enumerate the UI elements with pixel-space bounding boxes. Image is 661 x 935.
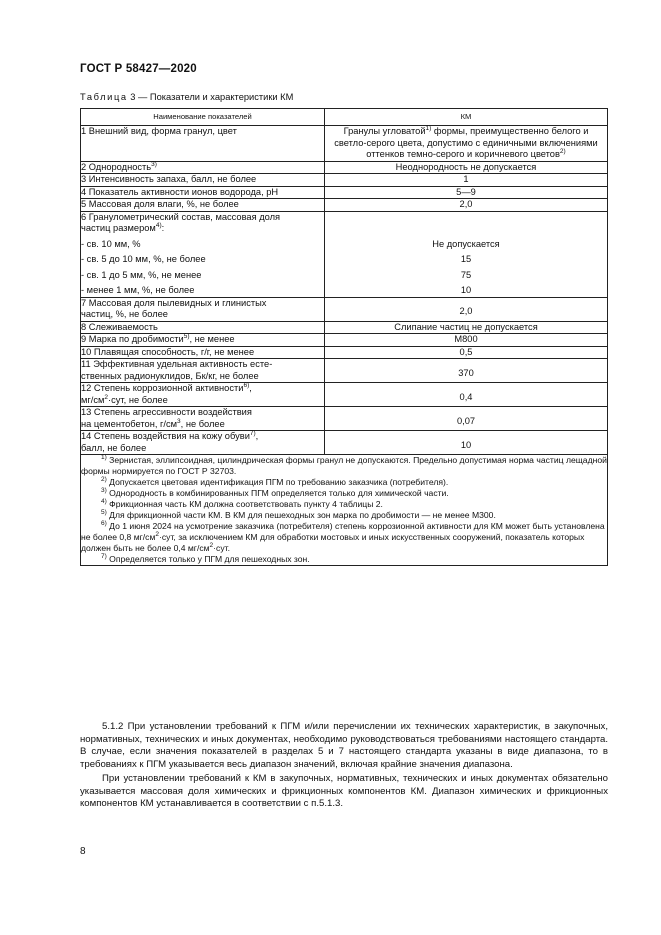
row-name: 7 Массовая доля пылевидных и глинистых частиц, %, не более <box>81 297 325 321</box>
table-row <box>81 346 608 359</box>
row-name: 6 Гранулометрический состав, массовая доля частиц размером$^{4)}$: - св. 10 мм, % - св. 5 до 10 мм, %, не более - св. 1 до 5 мм, %, не менее - менее 1 мм, %, не более <box>81 211 325 297</box>
table-caption <box>80 92 293 102</box>
row-value: М800 <box>325 334 608 347</box>
table-row <box>81 174 608 187</box>
subitem-value: 75 <box>460 269 472 280</box>
value-text: Гранулы угловатой <box>343 126 426 136</box>
table-footnotes <box>81 455 608 566</box>
row-value: 1 <box>325 174 608 187</box>
row-name: 1 Внешний вид, форма гранул, цвет <box>81 126 325 162</box>
row-value <box>325 126 608 162</box>
row-name: 2 Однородность$^{3)}$ <box>81 161 325 174</box>
column-header-km: КМ <box>325 109 608 126</box>
table-row <box>81 407 608 431</box>
table-row <box>81 186 608 199</box>
paragraph: При установлении требований к КМ в закупочных, нормативных, технических и иных документах обязательно указывается массовая доля химических и фрикционных компонентов КМ. Диапазон химических и фрикционных компонентов КМ устанавливается в соответствии с п.5.1.3. <box>80 773 608 809</box>
value-text: формы, преимущественно белого и <box>431 126 589 136</box>
row-name: 5 Массовая доля влаги, %, не более <box>81 199 325 212</box>
row-value: 370 <box>325 359 608 383</box>
footnote-ref: 3) <box>151 160 157 168</box>
row-name: 12 Степень коррозионной активности$^{6)}$, $мг/см^2\cdot сут$, не более <box>81 383 325 407</box>
row-name: 9 Марка по дробимости$^{5)}$, не менее <box>81 334 325 347</box>
row-value: 0,4 <box>325 383 608 407</box>
subitem: - менее 1 мм, %, не более <box>81 285 195 295</box>
document-header: ГОСТ Р 58427—2020 <box>80 63 197 75</box>
row-value: Неоднородность не допускается <box>325 161 608 174</box>
row-value <box>325 211 608 297</box>
column-header-name: Наименование показателей <box>81 109 325 126</box>
value-text: оттенков темно-серого и коричневого цветов <box>366 149 560 159</box>
footnote-ref: 1) <box>425 125 432 132</box>
table-row <box>81 334 608 347</box>
row-name: 8 Слеживаемость <box>81 321 325 334</box>
subitem-value: 10 <box>460 285 472 295</box>
value-text: светло-серого цвета, допустимо с единичными включениями <box>334 137 598 148</box>
table-row <box>81 383 608 407</box>
body-text <box>80 721 608 813</box>
table-row <box>81 359 608 383</box>
footnote-ref: 4) <box>155 222 162 229</box>
table-row <box>81 297 608 321</box>
footnote: $^{7)}$ Определяется только у ПГМ для пешеходных зон. <box>101 553 310 564</box>
footnote: $^{2)}$ Допускается цветовая идентификация ПГМ по требованию заказчика (потребителя). <box>101 476 449 487</box>
row-name: 14 Степень воздействия на кожу обуви$^{7)}$, балл, не более <box>81 431 325 455</box>
indicators-table <box>80 108 608 566</box>
row-name: 4 Показатель активности ионов водорода, pH <box>81 186 325 199</box>
footnote: $^{3)}$ Однородность в комбинированных ПГМ определяется только для химической части. <box>101 487 449 498</box>
subitem: - св. 10 мм, % <box>81 238 141 249</box>
table-row <box>81 321 608 334</box>
footnote: $^{4)}$ Фрикционная часть КМ должна соответствовать пункту 4 таблицы 2. <box>101 498 383 509</box>
table-row <box>81 126 608 162</box>
subitem: - св. 1 до 5 мм, %, не менее <box>81 269 202 280</box>
table-row <box>81 161 608 174</box>
row-value: 2,0 <box>325 297 608 321</box>
subitem-value: Не допускается <box>432 238 500 249</box>
row-value: 5—9 <box>325 186 608 199</box>
table-row <box>81 211 608 297</box>
footnote: $^{6)}$ До 1 июня 2024 на усмотрение заказчика (потребителя) степень коррозионной активности для КМ может быть установлена не более 0,8 $мг/см^2\cdot сут$, за исключением КМ для обработки мостовых и иных искусственных сооружений, показатель которых должен быть не более 0,4 $мг/см^2\cdot сут$. <box>81 520 605 553</box>
footnote-ref: 2) <box>559 148 566 155</box>
row-value: Слипание частиц не допускается <box>325 321 608 334</box>
table-caption-label: Таблица <box>80 92 128 102</box>
subitem-value: 15 <box>460 254 472 264</box>
row-name: 10 Плавящая способность, г/г, не менее <box>81 346 325 359</box>
row-name: 11 Эффективная удельная активность есте- ственных радионуклидов, Бк/кг, не более <box>81 359 325 383</box>
paragraph: 5.1.2 При установлении требований к ПГМ и/или перечислении их технических характеристик, в закупочных, нормативных, технических и иных документах, необходимо руководствоваться требованиями настоящего стандарта. В случае, если значения показателей в разделах 5 и 7 настоящего стандарта указаны в виде диапазона, то в требованиях к ПГМ указывается весь диапазон значений, включая крайние значения диапазона. <box>80 721 608 770</box>
row-value: 2,0 <box>325 199 608 212</box>
table-row <box>81 431 608 455</box>
table-row <box>81 199 608 212</box>
footnote: $^{5)}$ Для фрикционной части КМ. В КМ для пешеходных зон марка по дробимости — не менее М300. <box>101 509 496 520</box>
footnotes-row <box>81 455 608 566</box>
table-caption-number: 3 <box>130 92 136 102</box>
row-value: 0,07 <box>325 407 608 431</box>
table-header-row <box>81 109 608 126</box>
footnote: $^{1)}$ Зернистая, эллипсоидная, цилиндрическая формы гранул не допускаются. Предельно допустимая норма частиц лещадной формы нормируется по ГОСТ Р 32703. <box>81 454 607 476</box>
row-name: 3 Интенсивность запаха, балл, не более <box>81 174 325 187</box>
footnote-ref: 7) <box>249 430 256 437</box>
row-value: 0,5 <box>325 346 608 359</box>
row-name: 13 Степень агрессивности воздействия на цементобетон, $г/см^3$, не более <box>81 407 325 431</box>
row-value: 10 <box>325 431 608 455</box>
table-caption-title: — Показатели и характеристики КМ <box>138 92 294 102</box>
footnote-ref: 5) <box>183 333 190 340</box>
subitem: - св. 5 до 10 мм, %, не более <box>81 254 206 264</box>
page-number: 8 <box>80 846 86 857</box>
footnote-ref: 6) <box>243 382 250 389</box>
